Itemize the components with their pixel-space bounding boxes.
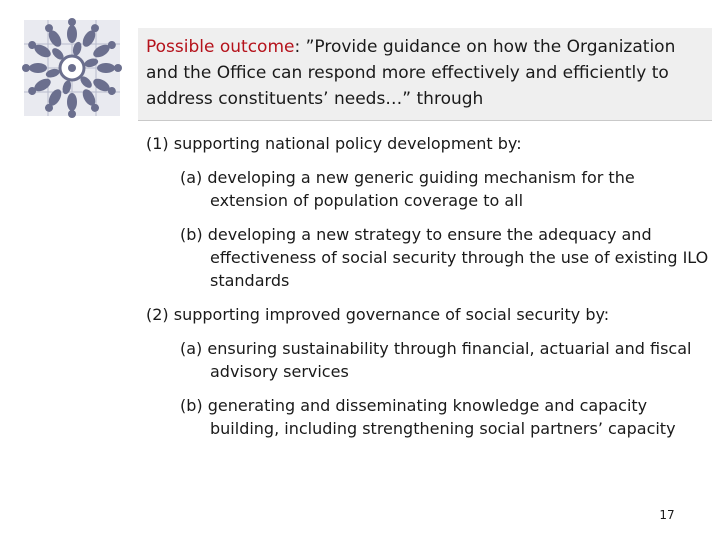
- page-number: 17: [659, 508, 675, 522]
- bullet-2: (2) supporting improved governance of social security by:: [146, 305, 610, 324]
- logo-center-dot: [68, 64, 76, 72]
- slide-title: [146, 34, 706, 112]
- bullet-1b: (b) developing a new strategy to ensure the adequacy and effectiveness of social security through the use of existing ILO standards: [180, 225, 709, 290]
- slide-content: [146, 132, 712, 451]
- organization-logo: [22, 18, 122, 118]
- title-box: [138, 28, 712, 121]
- bullet-2b: (b) generating and disseminating knowledge and capacity building, including strengthening social partners’ capacity: [180, 396, 676, 438]
- bullet-2a: (a) ensuring sustainability through financial, actuarial and fiscal advisory services: [180, 339, 692, 381]
- bullet-1: (1) supporting national policy development by:: [146, 134, 522, 153]
- bullet-1a: (a) developing a new generic guiding mechanism for the extension of population coverage to all: [180, 168, 635, 210]
- title-text: : ”Provide guidance on how the Organization and the Office can respond more effectively and efficiently to address constituents’ needs…” through: [146, 37, 676, 109]
- title-accent: Possible outcome: [146, 37, 295, 57]
